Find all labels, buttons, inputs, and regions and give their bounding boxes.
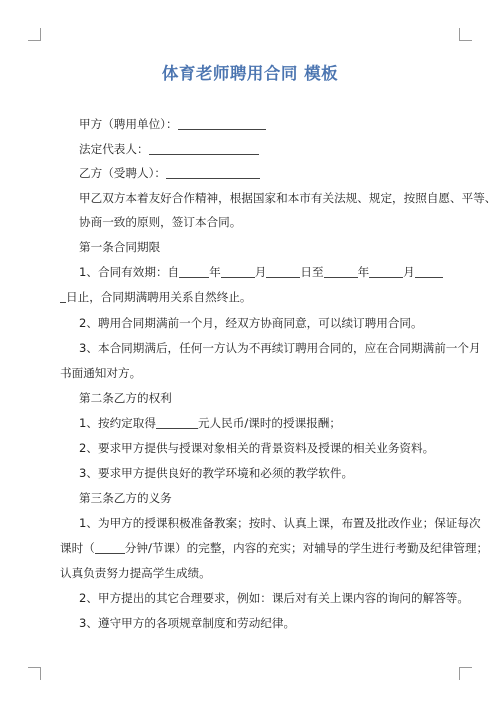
section-1-clause-3-line-2: 书面通知对方。 xyxy=(60,366,142,380)
intro-line-1: 甲乙双方本着友好合作精神，根据国家和本市有关法规、规定，按照自愿、平等、 xyxy=(79,191,497,205)
day-to-label: 日至 xyxy=(300,265,324,279)
month-label: 月 xyxy=(254,265,267,279)
party-a-blank[interactable] xyxy=(178,117,266,130)
section-3-clause-3: 3、遵守甲方的各项规章制度和劳动纪律。 xyxy=(79,616,296,630)
crop-mark-top-right xyxy=(459,28,472,41)
minutes-blank[interactable] xyxy=(95,541,125,554)
section-2-clause-1 xyxy=(79,416,341,431)
section-1-clause-1-line-1 xyxy=(79,265,443,280)
party-b-blank[interactable] xyxy=(166,166,260,179)
start-day-blank[interactable] xyxy=(266,265,300,278)
year-label: 年 xyxy=(209,265,221,279)
section-1-clause-2: 2、聘用合同期满前一个月，经双方协商同意，可以续订聘用合同。 xyxy=(79,316,423,330)
clause-text: 分钟/节课）的完整，内容的充实；对辅导的学生进行考勤及纪律管理； xyxy=(124,541,489,555)
party-a-label: 甲方（聘用单位）： xyxy=(79,117,178,131)
end-day-blank[interactable] xyxy=(415,265,443,278)
section-3-heading: 第三条乙方的义务 xyxy=(79,491,172,505)
clause-text: 元人民币/课时的授课报酬； xyxy=(197,416,341,430)
legal-rep-line xyxy=(79,142,259,157)
party-a-line xyxy=(79,117,266,132)
fee-blank[interactable] xyxy=(156,416,198,429)
crop-mark-bottom-right xyxy=(459,667,472,680)
section-2-clause-2: 2、要求甲方提供与授课对象相关的背景资料及授课的相关业务资料。 xyxy=(79,441,435,455)
clause-text: 1、合同有效期：自 xyxy=(79,265,180,279)
intro-line-2: 协商一致的原则，签订本合同。 xyxy=(79,215,242,229)
clause-text: 课时（ xyxy=(60,541,95,555)
section-1-clause-3-line-1: 3、本合同期满后，任何一方认为不再续订聘用合同的，应在合同期满前一个月 xyxy=(79,341,481,355)
party-b-label: 乙方（受聘人）： xyxy=(79,166,166,180)
legal-rep-label: 法定代表人： xyxy=(79,142,149,156)
section-3-clause-2: 2、甲方提出的其它合理要求，例如：课后对有关上课内容的询问的解答等。 xyxy=(79,591,469,605)
section-3-clause-1-line-1: 1、为甲方的授课积极准备教案；按时、认真上课，布置及批改作业；保证每次 xyxy=(79,516,481,530)
section-1-clause-1-line-2 xyxy=(60,290,252,305)
document-title: 体育老师聘用合同 模板 xyxy=(161,64,339,83)
clause-text: 1、按约定取得 xyxy=(79,416,156,430)
year-label: 年 xyxy=(357,265,370,279)
section-3-clause-1-line-2 xyxy=(60,541,488,556)
crop-mark-top-left xyxy=(28,28,41,41)
legal-rep-blank[interactable] xyxy=(149,142,259,155)
section-2-heading: 第二条乙方的权利 xyxy=(79,391,172,405)
end-month-blank[interactable] xyxy=(369,265,403,278)
party-b-line xyxy=(79,166,260,181)
start-year-blank[interactable] xyxy=(179,265,209,278)
month-label: 月 xyxy=(403,265,415,279)
section-3-clause-1-line-3: 认真负责努力提高学生成绩。 xyxy=(60,566,211,580)
start-month-blank[interactable] xyxy=(221,265,255,278)
section-1-heading: 第一条合同期限 xyxy=(79,240,161,254)
clause-text: 日止，合同期满聘用关系自然终止。 xyxy=(66,290,252,304)
section-2-clause-3: 3、要求甲方提供良好的教学环境和必须的教学软件。 xyxy=(79,466,354,480)
end-year-blank[interactable] xyxy=(324,265,358,278)
crop-mark-bottom-left xyxy=(28,667,41,680)
